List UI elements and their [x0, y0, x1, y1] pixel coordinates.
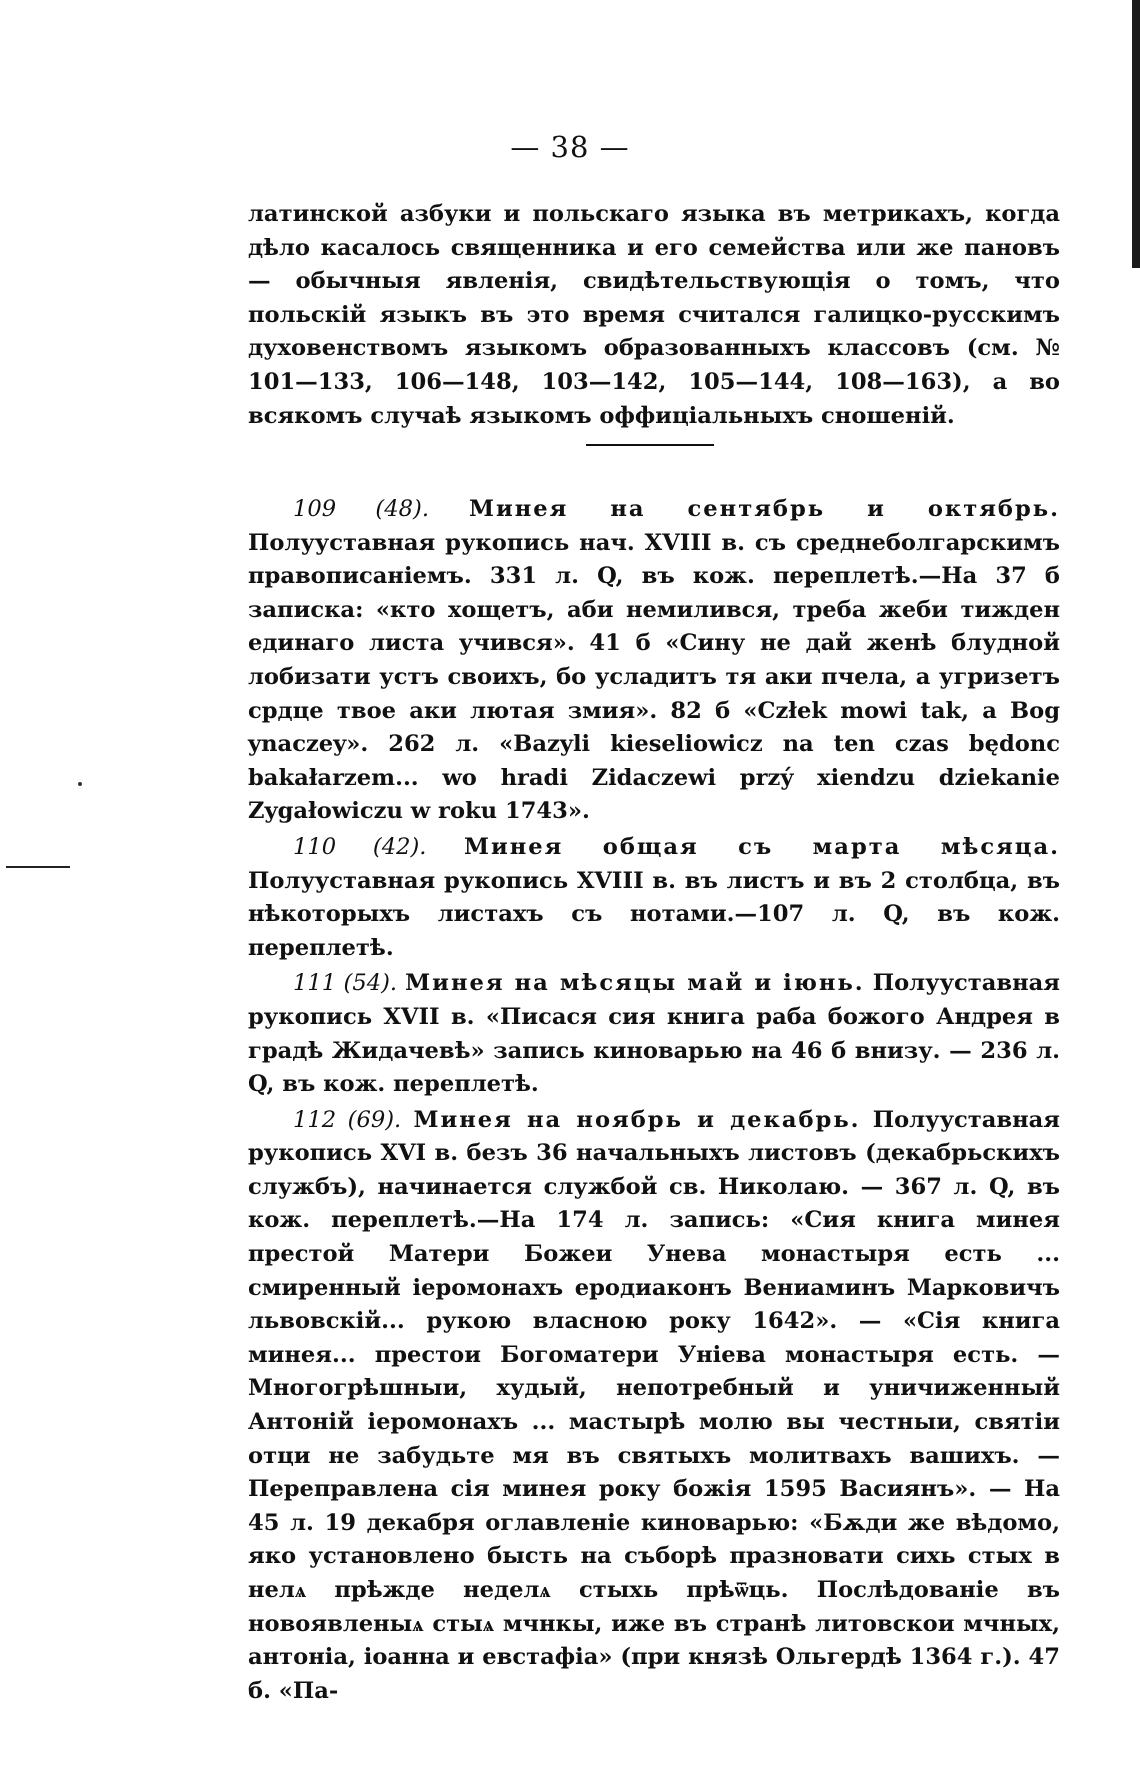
catalog-entry — [248, 967, 1060, 1101]
entry-title: Минея на сентябрь и октябрь. — [469, 496, 1060, 522]
entry-title: Минея на мѣсяцы май и іюнь. — [405, 970, 865, 997]
entry-body: Полууставная рукопись XVIII в. въ листъ и въ 2 столбца, въ нѣкоторыхъ листахъ съ нотами.—107 л. Q, въ кож. переплетѣ. — [248, 867, 1060, 961]
intro-paragraph — [248, 198, 1060, 433]
catalog-entries — [248, 493, 1060, 1710]
margin-dash-mark — [6, 866, 70, 868]
entry-body: Полууставная рукопись XVII в. «Писася сия книга раба божого Андрея в градѣ Жидачевѣ» запись киноварью на 46 б внизу. — 236 л. Q, въ кож. переплетѣ. — [248, 970, 1060, 1098]
page-number: — 38 — — [510, 130, 630, 164]
entry-title: Минея на ноябрь и декабрь. — [413, 1106, 861, 1133]
entry-ref: 110 (42). — [293, 833, 427, 860]
entry-title: Минея общая съ марта мѣсяца. — [463, 833, 1061, 860]
entry-ref: 112 (69). — [293, 1106, 402, 1133]
section-divider — [586, 444, 714, 446]
entry-body: Полууставная рукопись XVI в. безъ 36 начальныхъ листовъ (декабрьскихъ службъ), начинается службой св. Николаю. — 367 л. Q, въ кож. переплетѣ.—На 174 л. запись: «Сия книга минея престой Матери Божеи Унева монастыря есть ... смиренный іеромонахъ еродиаконъ Вениаминъ Марковичъ львовскій... рукою власною року 1642». — «Сія книга минея... престои Богоматери Уніева монастыря есть. — Многогрѣшныи, худый, непотребный и уничиженный Антоній іеромонахъ ... мастырѣ молю вы честныи, святіи отци не забудьте мя въ святыхъ молитвахъ вашихъ. — Переправлена сія минея року божія 1595 Васиянъ». — На 45 л. 19 декабря оглавленіе киноварью: «Бѫди же вѣдомо, яко установлено бысть на съборѣ празновати сихь стых в нелѧ прѣжде неделѧ стыхь прѣѿць. Послѣдованіе въ новоявленыѧ стыѧ мчнкы, иже въ странѣ литовскои мчных, антоніа, іоанна и евстафіа» (при князѣ Ольгердѣ 1364 г.). 47 б. «Па- — [248, 1106, 1060, 1704]
entry-ref: 109 (48). — [293, 496, 429, 522]
entry-ref: 111 (54). — [293, 970, 398, 997]
catalog-entry — [248, 493, 1060, 829]
margin-dot — [78, 782, 82, 786]
catalog-entry — [248, 1104, 1060, 1709]
entry-body: Полууставная рукопись нач. XVIII в. съ среднеболгарскимъ правописаніемъ. 331 л. Q, въ кож. переплетѣ.—На 37 б записка: «кто хощетъ, аби немилився, треба жеби тижден единаго листа учився». 41 б «Сину не дай женѣ блудной лобизати устъ своихъ, бо усладитъ тя аки пчела, а угризетъ срдце твое аки лютая змия». 82 б «Człek mowi tak, a Bog ynaczey». 262 л. «Bazyli kieseliowicz na ten czas będonc bakałarzem... wo hradi Zidaczewi przý xiendzu dziekanie Zygałowiczu w roku 1743». — [248, 529, 1060, 825]
catalog-entry — [248, 831, 1060, 965]
intro-text: латинской азбуки и польскаго языка въ метрикахъ, когда дѣло касалось священника и его семейства или же пановъ — обычныя явленія, свидѣтельствующія о томъ, что польскій языкъ въ это время считался галицко-русскимъ духовенствомъ языкомъ образованныхъ классовъ (см. № 101—133, 106—148, 103—142, 105—144, 108—163), а во всякомъ случаѣ языкомъ оффиціальныхъ сношеній. — [248, 201, 1060, 429]
